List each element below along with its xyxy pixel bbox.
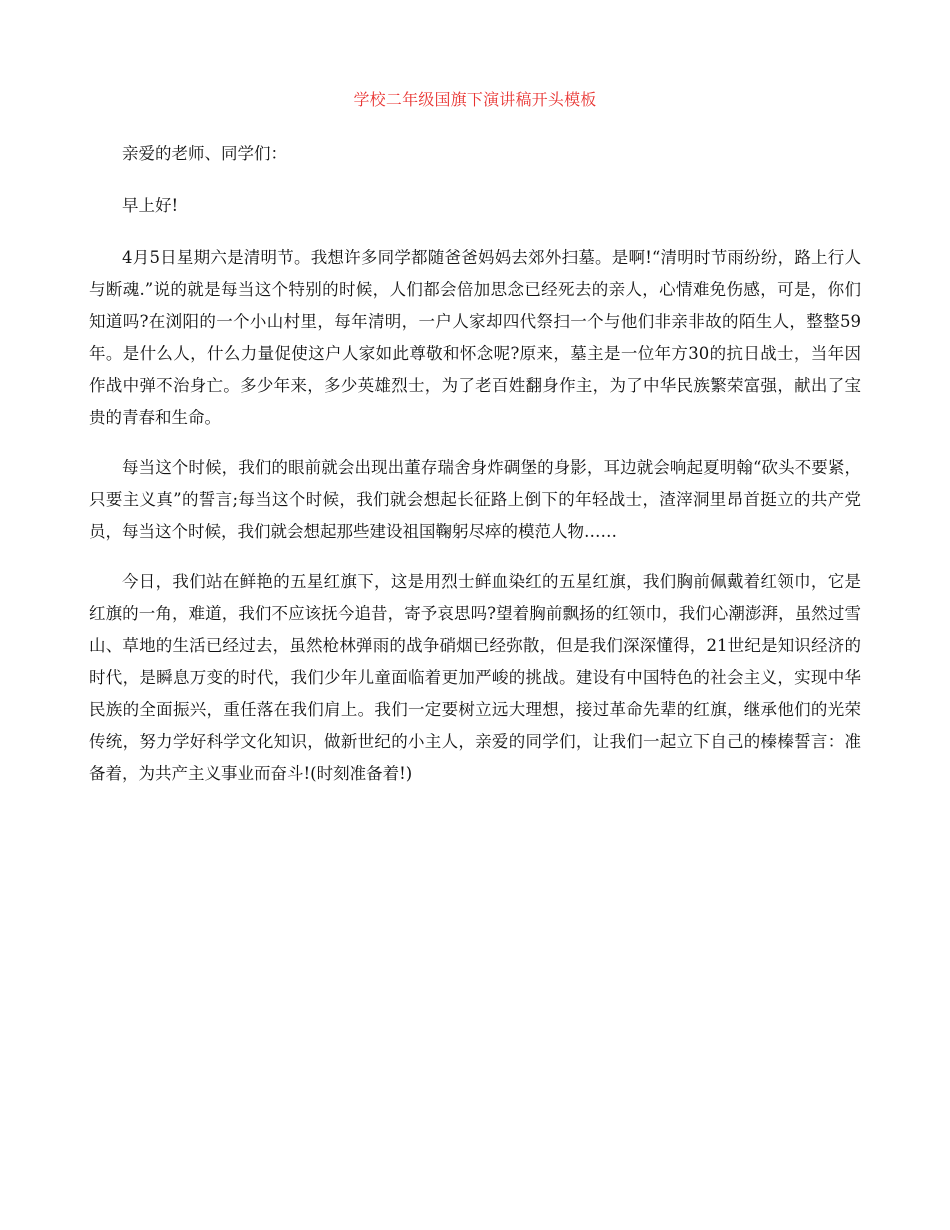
body-paragraph: 今日，我们站在鲜艳的五星红旗下，这是用烈士鲜血染红的五星红旗，我们胸前佩戴着红领巾，它是红旗的一角，难道，我们不应该抚今追昔，寄予哀思吗?望着胸前飘扬的红领巾，我们心潮澎湃，虽然过雪山、草地的生活已经过去，虽然枪林弹雨的战争硝烟已经弥散，但是我们深深懂得，21世纪是知识经济的时代，是瞬息万变的时代，我们少年儿童面临着更加严峻的挑战。建设有中国特色的社会主义，实现中华民族的全面振兴，重任落在我们肩上。我们一定要树立远大理想，接过革命先辈的红旗，继承他们的光荣传统，努力学好科学文化知识，做新世纪的小主人，亲爱的同学们，让我们一起立下自己的榛榛誓言：准备着，为共产主义事业而奋斗!(时刻准备着!) — [89, 572, 861, 783]
document-title: 学校二年级国旗下演讲稿开头模板 — [353, 90, 597, 109]
body-paragraph: 4月5日星期六是清明节。我想许多同学都随爸爸妈妈去郊外扫墓。是啊!“清明时节雨纷纷，路上行人与断魂.”说的就是每当这个特别的时候，人们都会倍加思念已经死去的亲人，心情难免伤感，可是，你们知道吗?在浏阳的一个小山村里，每年清明，一户人家却四代祭扫一个与他们非亲非故的陌生人，整整59年。是什么人，什么力量促使这户人家如此尊敬和怀念呢?原来，墓主是一位年方30的抗日战士，当年因作战中弹不治身亡。多少年来，多少英雄烈士，为了老百姓翻身作主，为了中华民族繁荣富强，献出了宝贵的青春和生命。 — [89, 248, 861, 427]
body-paragraph: 每当这个时候，我们的眼前就会出现出董存瑞舍身炸碉堡的身影，耳边就会响起夏明翰“砍头不要紧，只要主义真”的誓言;每当这个时候，我们就会想起长征路上倒下的年轻战士，渣滓洞里昂首挺立的共产党员，每当这个时候，我们就会想起那些建设祖国鞠躬尽瘁的模范人物…… — [89, 458, 861, 541]
morning-paragraph: 早上好! — [122, 196, 179, 215]
greeting-paragraph: 亲爱的老师、同学们： — [122, 144, 287, 163]
document-body — [89, 138, 861, 808]
